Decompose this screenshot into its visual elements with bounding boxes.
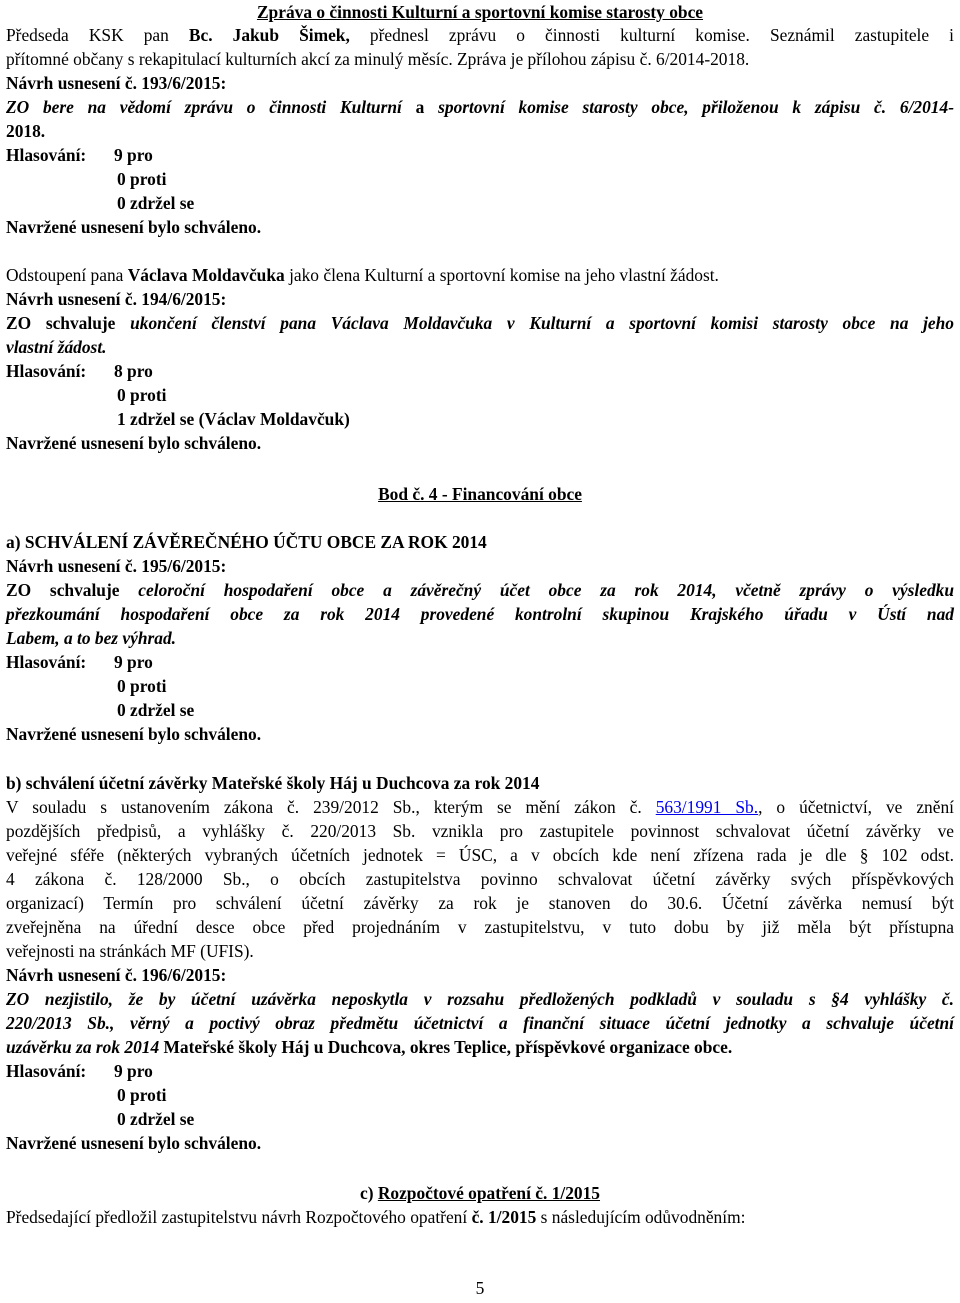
speaker-name: Bc. Jakub Šimek, (188, 25, 350, 45)
text-span: celoroční hospodaření obce a závěrečný účet obce za rok 2014, včetně zprávy o výsledku (138, 580, 955, 600)
vote-line (6, 359, 954, 383)
vote-label: Hlasování: (6, 1061, 87, 1081)
text-span: V souladu s ustanovením zákona č. 239/2012 Sb., kterým se mění zákon č. (6, 797, 656, 817)
vote-proti: 0 proti (117, 169, 167, 189)
resolution-text (6, 1011, 954, 1035)
resolution-text (6, 95, 954, 119)
vote-label: Hlasování: (6, 652, 87, 672)
resolution-text: vlastní žádost. (6, 337, 107, 357)
vote-proti: 0 proti (117, 385, 167, 405)
paragraph-line: organizací) Termín pro schválení účetní závěrky za rok je stanoven do 30.6. Účetní závěrka nemusí být (6, 893, 954, 913)
paragraph-line: veřejné sféře (některých vybraných účetních jednotek = ÚSC, a v obcích kde není zřízena rada je dle § 102 odst. (6, 845, 954, 865)
text-span: uzávěrku za rok 2014 (6, 1037, 160, 1057)
text-span: Předseda KSK pan (6, 25, 189, 45)
vote-zdrzel: 0 zdržel se (117, 193, 195, 213)
paragraph-line (6, 1205, 954, 1229)
text-span: sportovní komise starosty obce, přiloženou k zápisu č. 6/2014- (424, 97, 954, 117)
vote-zdrzel: 0 zdržel se (117, 700, 195, 720)
vote-line (6, 143, 954, 167)
resolution-text: ZO nezjistilo, že by účetní uzávěrka neposkytla v rozsahu předložených podkladů v souladu s §4 vyhlášky č. (6, 989, 954, 1009)
vote-line (6, 1059, 954, 1083)
text-span: ZO schvaluje (6, 313, 131, 333)
text-span: ZO bere na vědomí zprávu o činnosti Kulturní (6, 97, 416, 117)
text-span: Předsedající předložil zastupitelstvu návrh Rozpočtového opatření (6, 1207, 472, 1227)
text-span: ZO schvaluje (6, 580, 139, 600)
text-span: Odstoupení pana (6, 265, 128, 285)
text-span: c) (359, 1183, 378, 1203)
approved-line: Navržené usnesení bylo schváleno. (6, 433, 262, 453)
paragraph-line: zveřejněna na úřední desce obce před projednáním v zastupitelstvu, v tuto dobu by již měla být přístupna (6, 917, 954, 937)
law-link[interactable]: 563/1991 Sb. (655, 797, 759, 817)
vote-zdrzel: 0 zdržel se (117, 1109, 195, 1129)
resolution-text (6, 1035, 954, 1059)
text-span: a (415, 97, 425, 117)
vote-pro: 8 pro (114, 361, 153, 381)
approved-line: Navržené usnesení bylo schváleno. (6, 724, 262, 744)
text-span: 220/2013 Sb. (6, 1013, 111, 1033)
approved-line: Navržené usnesení bylo schváleno. (6, 217, 262, 237)
text-span: Mateřské školy Háj u Duchcova, okres Teplice, příspěvkové organizace obce. (159, 1037, 733, 1057)
agenda-item-title: Bod č. 4 - Financování obce (378, 484, 582, 504)
vote-label: Hlasování: (6, 145, 87, 165)
text-span: , věrný a poctivý obraz předmětu účetnictví a finanční situace účetní jednotky a schvaluje účetní (110, 1013, 954, 1033)
resolution-text (6, 578, 954, 602)
paragraph-line: 4 zákona č. 128/2000 Sb., o obcích zastupitelstva povinno schvalovat účetní závěrky svých příspěvkových (6, 869, 954, 889)
vote-line (6, 650, 954, 674)
paragraph-line: přítomné občany s rekapitulací kulturních akcí za minulý měsíc. Zpráva je přílohou zápisu č. 6/2014-2018. (6, 49, 750, 69)
approved-line: Navržené usnesení bylo schváleno. (6, 1133, 262, 1153)
paragraph-line (6, 795, 954, 819)
text-span: Rozpočtové opatření č. 1/2015 (377, 1183, 601, 1203)
text-span: jako člena Kulturní a sportovní komise na jeho vlastní žádost. (284, 265, 719, 285)
resolution-text: Labem, a to bez výhrad. (6, 628, 177, 648)
section-heading-c (0, 1181, 960, 1205)
vote-proti: 0 proti (117, 1085, 167, 1105)
paragraph-line: pozdějších předpisů, a vyhlášky č. 220/2013 Sb. vznikla pro zastupitele povinnost schvalovat účetní závěrky ve (6, 821, 954, 841)
resolution-text: 2018. (6, 121, 46, 141)
text-span: ukončení členství pana Václava Moldavčuka v Kulturní a sportovní komisi starosty obce na jeho (130, 313, 955, 333)
resolution-text: přezkoumání hospodaření obce za rok 2014 provedené kontrolní skupinou Krajského úřadu v Ústí nad (6, 604, 954, 624)
vote-pro: 9 pro (114, 1061, 153, 1081)
paragraph-line: veřejnosti na stránkách MF (UFIS). (6, 941, 254, 961)
paragraph-line (6, 23, 954, 47)
text-span: č. 1/2015 (471, 1207, 537, 1227)
resolution-text (6, 311, 954, 335)
vote-pro: 9 pro (114, 652, 153, 672)
text-span: s následujícím odůvodněním: (536, 1207, 746, 1227)
resolution-label: Návrh usnesení č. 196/6/2015: (6, 965, 227, 985)
text-span: přednesl zprávu o činnosti kulturní komise. Seznámil zastupitele i (349, 25, 954, 45)
page-number: 5 (475, 1278, 485, 1298)
resolution-label: Návrh usnesení č. 193/6/2015: (6, 73, 227, 93)
resolution-label: Návrh usnesení č. 195/6/2015: (6, 556, 227, 576)
section-heading-a: a) SCHVÁLENÍ ZÁVĚREČNÉHO ÚČTU OBCE ZA ROK 2014 (6, 532, 487, 552)
member-name: Václava Moldavčuka (127, 265, 285, 285)
vote-pro: 9 pro (114, 145, 153, 165)
resolution-label: Návrh usnesení č. 194/6/2015: (6, 289, 227, 309)
vote-label: Hlasování: (6, 361, 87, 381)
vote-proti: 0 proti (117, 676, 167, 696)
vote-zdrzel: 1 zdržel se (Václav Moldavčuk) (117, 409, 350, 429)
paragraph-line (6, 263, 954, 287)
section-heading-b: b) schválení účetní závěrky Mateřské školy Háj u Duchcova za rok 2014 (6, 773, 540, 793)
text-span: , o účetnictví, ve znění (758, 797, 955, 817)
section-heading-ksk-report: Zpráva o činnosti Kulturní a sportovní komise starosty obce (256, 2, 704, 22)
